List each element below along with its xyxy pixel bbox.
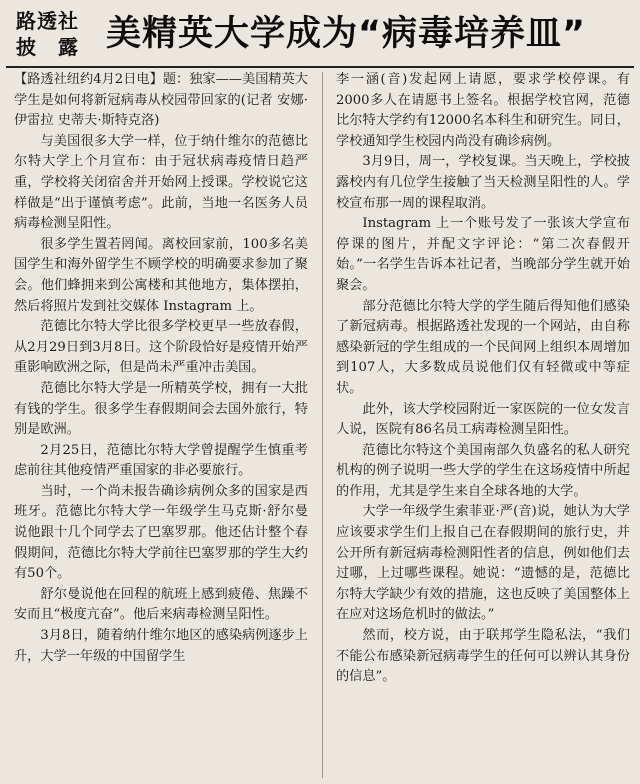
source-tag [16, 8, 96, 60]
headline: 美精英大学成为“病毒培养皿” [106, 14, 587, 54]
article-paragraph: 舒尔曼说他在回程的航班上感到疲倦、焦躁不安而且“极度亢奋”。他后来病毒检测呈阳性。 [14, 586, 308, 623]
left-column [14, 70, 308, 780]
column-divider [322, 72, 323, 778]
article-paragraph: 范德比尔特这个美国南部久负盛名的私人研究机构的例子说明一些大学的学生在这场疫情中所起的作用，尤其是学生来自全球各地的大学。 [336, 442, 630, 499]
article-lead: 【路透社纽约4月2日电】题：独家——美国精英大学生是如何将新冠病毒从校园带回家的(记者 安娜·伊雷拉 史蒂夫·斯特克洛) [14, 72, 308, 129]
article-paragraph: 3月8日，随着纳什维尔地区的感染病例逐步上升，大学一年级的中国留学生 [14, 628, 308, 664]
article-header [6, 4, 634, 68]
article-paragraph: 此外，该大学校园附近一家医院的一位女发言人说，医院有86名员工病毒检测呈阳性。 [336, 401, 630, 438]
article-paragraph: Instagram 上一个账号发了一张该大学宣布停课的图片，并配文字评论：“第二次春假开始。”一名学生告诉本社记者，当晚部分学生就开始聚会。 [336, 216, 630, 293]
source-tag-line1: 路透社 [16, 9, 79, 33]
source-tag-line2: 披 露 [16, 35, 79, 59]
right-column [336, 70, 630, 780]
article-body [14, 70, 630, 780]
article-paragraph: 2月25日，范德比尔特大学曾提醒学生慎重考虑前往其他疫情严重国家的非必要旅行。 [14, 442, 308, 479]
article-paragraph: 大学一年级学生索菲亚·严(音)说，她认为大学应该要求学生们上报自己在春假期间的旅行史，并公开所有新冠病毒检测阳性者的信息，例如他们去过哪，上过哪些课程。她说：“遗憾的是，范德比尔特大学缺少有效的措施，这也反映了美国整体上在应对这场危机时的做法。” [336, 504, 630, 623]
article-paragraph: 范德比尔特大学是一所精英学校，拥有一大批有钱的学生。很多学生春假期间会去国外旅行，特别是欧洲。 [14, 380, 308, 438]
article-paragraph: 范德比尔特大学比很多学校更早一些放春假，从2月29日到3月8日。这个阶段恰好是疫情开始严重影响欧洲之际，但是尚未严重冲击美国。 [14, 319, 308, 376]
article-paragraph: 部分范德比尔特大学的学生随后得知他们感染了新冠病毒。根据路透社发现的一个网站，由自称感染新冠的学生组成的一个民间网上组织本周增加到107人，大多数成员说他们仅有轻微或中等症状。 [336, 298, 630, 396]
article-paragraph: 很多学生置若罔闻。离校回家前，100多名美国学生和海外留学生不顾学校的明确要求参加了聚会。他们蜂拥来到公寓楼和其他地方，集体摆拍，然后将照片发到社交媒体 Instagram 上。 [14, 236, 308, 314]
article-paragraph: 然而，校方说，由于联邦学生隐私法，“我们不能公布感染新冠病毒学生的任何可以辨认其身份的信息”。 [336, 628, 630, 685]
article-paragraph: 与美国很多大学一样，位于纳什维尔的范德比尔特大学上个月宣布：由于冠状病毒疫情日趋严重，学校将关闭宿舍并开始网上授课。学校说它这样做是“出于谨慎考虑”。此前，当地一名医务人员病毒检测呈阳性。 [14, 133, 308, 232]
article-paragraph: 李一涵(音)发起网上请愿，要求学校停课。有2000多人在请愿书上签名。根据学校官网，范德比尔特大学约有12000名本科生和研究生。同日，学校通知学生校园内尚没有确诊病例。 [336, 72, 630, 149]
article-paragraph: 3月9日，周一，学校复课。当天晚上，学校披露校内有几位学生接触了当天检测呈阳性的人。学校宣布那一周的课程取消。 [336, 154, 630, 211]
article-paragraph: 当时，一个尚未报告确诊病例众多的国家是西班牙。范德比尔特大学一年级学生马克斯·舒尔曼说他跟十几个同学去了巴塞罗那。他还估计整个春假期间，范德比尔特大学前往巴塞罗那的学生大约有50个。 [14, 483, 308, 582]
